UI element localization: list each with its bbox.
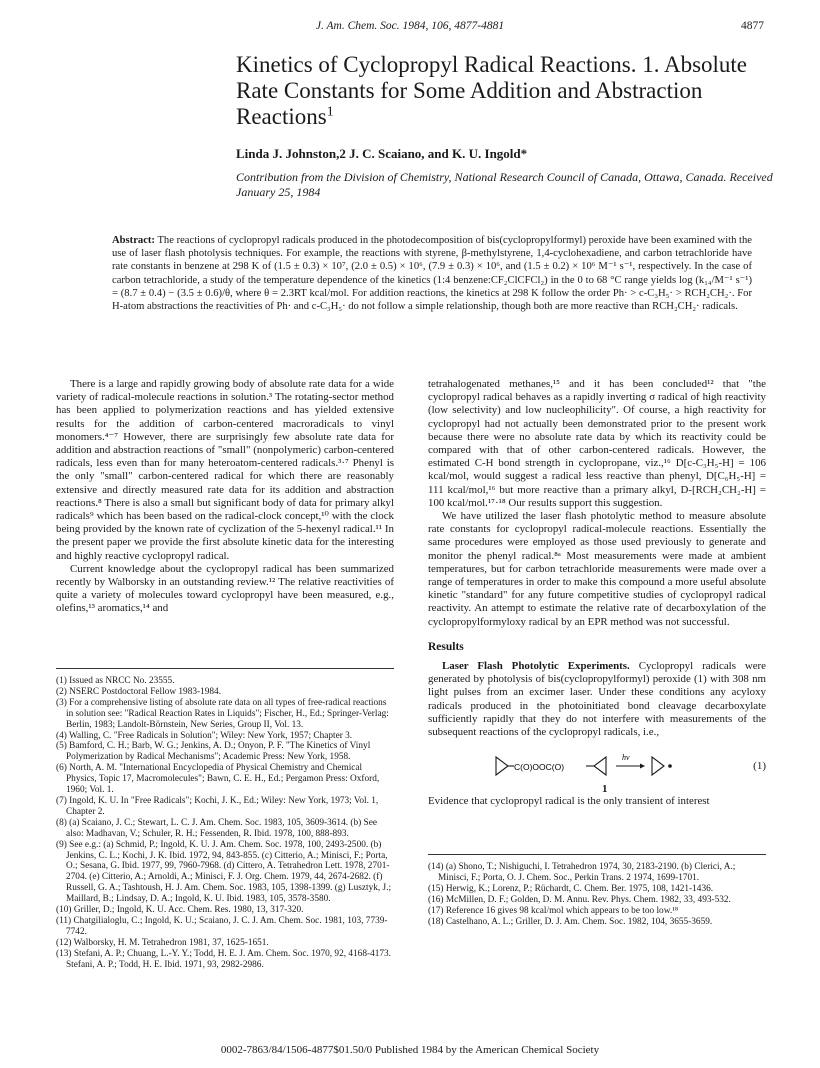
compound-number: 1 [602, 783, 608, 796]
footnote: (2) NSERC Postdoctoral Fellow 1983-1984. [56, 686, 222, 697]
article-title [236, 52, 756, 130]
footnote: (1) Issued as NRCC No. 23555. [56, 676, 175, 686]
equation-number: (1) [753, 760, 766, 773]
page-number: 4877 [741, 20, 764, 32]
footnote: (4) Walling, C. "Free Radicals in Solution"; Wiley: New York, 1957; Chapter 3. [56, 730, 353, 741]
footnotes-left [56, 676, 394, 970]
footnote: (15) Herwig, K.; Lorenz, P.; Rüchardt, C. Chem. Ber. 1975, 108, 1421-1436. [428, 883, 714, 894]
footnotes-right [428, 862, 766, 927]
body-paragraph [428, 660, 766, 739]
radical-dot-icon [668, 764, 672, 768]
footnote: (9) See e.g.: (a) Schmid, P.; Ingold, K. U. J. Am. Chem. Soc. 1978, 100, 2493-2500. (b) Jenkins, C. L.; Kochi, J. K. Ibid. 1972, 94, 843-855. (c) Citterio, A.; Minisci, F.; Porta, O.; Sesana, G. Ibid. 1977, 99, 7960-7968. (d) Cittero, A. Tetrahedron Lett. 1978, 2701-2704. (e) Citterio, A.; Arnoldi, A.; Minisci, F. J. Org. Chem. 1979, 44, 2674-2682. (f) Russell, G. A.; Tashtoush, H. J. Am. Chem. Soc. 1983, 105, 1398-1399. (g) Lusztyk, J.; Maillard, B.; Lindsay, D. A.; Ingold, K. U. Ibid. 1983, 105, 3578-3580. [56, 839, 392, 905]
footnote-divider [428, 854, 766, 855]
reaction-scheme [428, 747, 766, 795]
reaction-equation-graphic [494, 751, 694, 781]
footnote: (17) Reference 16 gives 98 kcal/mol which appears to be too low.¹⁸ [428, 905, 679, 916]
photolysis-label: hν [622, 753, 630, 763]
footnote: (14) (a) Shono, T.; Nishiguchi, I. Tetrahedron 1974, 30, 2183-2190. (b) Clerici, A.; Minisci, F.; Porta, O. J. Chem. Soc., Perkin Trans. 2 1974, 1699-1701. [428, 862, 736, 883]
footnote: (8) (a) Scaiano, J. C.; Stewart, L. C. J. Am. Chem. Soc. 1983, 105, 3609-3614. (b) See also: Madhavan, V.; Schuler, R. H.; Fessenden, R. Ibid. 1978, 100, 888-893. [56, 817, 377, 839]
left-column [56, 378, 394, 616]
footnote: (5) Bamford, C. H.; Barb, W. G.; Jenkins, A. D.; Onyon, P. F. "The Kinetics of Vinyl Polymerization by Radical Mechanisms"; Academic Press: New York, 1958. [56, 741, 371, 763]
footnote: (12) Walborsky, H. M. Tetrahedron 1981, 37, 1625-1651. [56, 937, 269, 948]
footnote: (7) Ingold, K. U. In "Free Radicals"; Kochi, J. K., Ed.; Wiley: New York, 1973; Vol. 1, Chapter 2. [56, 795, 379, 817]
footnote: (18) Castelhano, A. L.; Griller, D. J. Am. Chem. Soc. 1982, 104, 3655-3659. [428, 916, 713, 927]
article-title-text: Kinetics of Cyclopropyl Radical Reactions. 1. Absolute Rate Constants for Some Addition and Abstraction Reactions [236, 52, 748, 129]
abstract-text: The reactions of cyclopropyl radicals produced in the photodecomposition of bis(cyclopropylformyl) peroxide have been examined with the use of laser flash photolysis techniques. For example, the reactions with styrene, β-methylstyrene, 1,4-cyclohexadiene, and carbon tetrachloride have rate constants in benzene at 298 K of (1.5 ± 0.3) × 10⁷, (2.0 ± 0.5) × 10⁶, (7.9 ± 0.3) × 10⁶, and (1.5 ± 0.2) × 10⁶ M⁻¹ s⁻¹, respectively. In the case of carbon tetrachloride, a study of the temperature dependence of the kinetics (1:4 benzene:CF₂ClCFCl₂) in the 0 to 68 °C range yields log (k₁₄/M⁻¹ s⁻¹) = (8.7 ± 0.4) − (3.5 ± 0.6)/θ, where θ = 2.3RT kcal/mol. For addition reactions, the kinetics at 298 K follow the order Ph· > c-C₃H₅· > RCH₂CH₂·. For H-atom abstractions the reactivities of Ph· and c-C₃H₅· do not follow a simple relationship, though both are more reactive than RCH₂CH₂· radicals. [112, 235, 752, 313]
journal-citation: J. Am. Chem. Soc. 1984, 106, 4877-4881 [315, 20, 505, 32]
running-head [0, 20, 820, 36]
cyclopropyl-radical-icon [652, 757, 664, 775]
footnote: (10) Griller, D.; Ingold, K. U. Acc. Chem. Res. 1980, 13, 317-320. [56, 905, 304, 916]
right-column [428, 378, 766, 808]
body-paragraph: We have utilized the laser flash photolytic method to measure absolute rate constants for cyclopropyl radical-molecule reactions. Essentially the same procedures were employed as those used previously to generate and monitor the phenyl radical.⁸ᵃ Most measurements were made at ambient temperatures, but for carbon tetrachloride measurements were made over a range of temperatures in order to make this compound a more useful absolute kinetic "standard" for any future competitive studies of cyclopropyl radical reactivity. An attempt to estimate the relative rate of decarboxylation of the cyclopropylformyloxy radical by an EPR method was not successful. [428, 510, 766, 628]
body-paragraph: tetrahalogenated methanes,¹⁵ and it has been concluded¹² that "the cyclopropyl radical behaves as a rapidly inverting σ radical of high reactivity (low selectivity) and low nucleophilicity". Of course, a high reactivity for cyclopropyl had not actually been demonstrated prior to the present work because there were no absolute rate data by which its reactivity could be compared with that of other carbon-centered radicals. However, the estimated C-H bond strength in cyclopropane, viz.,¹⁶ D[c-C₃H₅-H] = 106 kcal/mol, would suggest a radical less reactive than phenyl, D[C₆H₅-H] = 111 kcal/mol,¹⁶ but more reactive than a primary alkyl, D-[RCH₂CH₂-H] = 100 kcal/mol.¹⁷·¹⁸ Our results support this suggestion. [428, 378, 766, 509]
peroxide-label: C(O)OOC(O) [514, 762, 565, 773]
footnote: (11) Chatgilialoglu, C.; Ingold, K. U.; Scaiano, J. C. J. Am. Chem. Soc. 1981, 103, 7739-7742. [56, 915, 388, 937]
footnote-divider [56, 668, 394, 669]
footnote: (6) North, A. M. "International Encyclopedia of Physical Chemistry and Chemical Physics, Topic 17, Macromolecules"; Bawn, C. E. H., Ed.; Pergamon Press: Oxford, 1960; Vol. 1. [56, 763, 380, 796]
reaction-arrow-icon [640, 764, 645, 769]
section-heading-results: Results [428, 640, 464, 653]
body-paragraph: Evidence that cyclopropyl radical is the only transient of interest [428, 795, 710, 808]
cyclopropyl-ring-icon [594, 757, 606, 775]
run-in-text: Cyclopropyl radicals were generated by photolysis of bis(cyclopropylformyl) peroxide (1) with 308 nm light pulses from an excimer laser. Under these conditions any acyloxy radicals produced in the photoinitiated bond cleavage decarboxylate sufficiently rapidly that they do not interfere with measurements of the subsequent reactions of the cyclopropyl radicals, i.e., [428, 660, 766, 739]
affiliation: Contribution from the Division of Chemistry, National Research Council of Canada, Ottawa, Canada. Received January 25, 1984 [236, 170, 773, 199]
page-footer: 0002-7863/84/1506-4877$01.50/0 Published 1984 by the American Chemical Society [220, 1044, 600, 1056]
run-in-heading: Laser Flash Photolytic Experiments. [442, 660, 630, 673]
title-footnote-marker: 1 [326, 103, 334, 119]
footnote: (3) For a comprehensive listing of absolute rate data on all types of free-radical reactions in solution see: "Radical Reaction Rates in Liquids"; Fischer, H., Ed.; Springer-Verlag: Berlin, 1983; Landolt-Börnstein, New Series, Group II, Vol. 13. [56, 697, 389, 730]
footnote: (13) Stefani, A. P.; Chuang, L.-Y. Y.; Todd, H. E. J. Am. Chem. Soc. 1970, 92, 4168-4173. Stefani, A. P.; Todd, H. E. Ibid. 1971, 93, 2982-2986. [56, 948, 391, 970]
body-paragraph: Current knowledge about the cyclopropyl radical has been summarized recently by Walborsky in an outstanding review.¹² The relative reactivities of quite a variety of molecules toward cyclopropyl have been measured, e.g., olefins,¹³ aromatics,¹⁴ and [56, 562, 394, 615]
abstract [112, 234, 752, 313]
body-paragraph: There is a large and rapidly growing body of absolute rate data for a wide variety of radical-molecule reactions in solution.³ The rotating-sector method has been applied to polymerization reactions and has yielded extensive results for the addition of carbon-centered macroradicals to vinyl monomers.⁴⁻⁷ However, there are surprisingly few absolute rate data for addition and abstraction reactions of "small" (nonpolymeric) carbon-centered radicals, less even than for many heteroatom-centered radicals.³·⁷ Phenyl is the only "small" carbon-centered radical for which there are reasonably extensive and directly measured rate data for its addition and abstraction reactions.⁸ There is also a small but significant body of data for primary alkyl radicals⁹ which has been based on the radical-clock concept,¹⁰ with the clock being provided by the known rate of cyclization of the 5-hexenyl radical.¹¹ In the present paper we provide the first absolute kinetic data for the interesting and highly reactive cyclopropyl radical. [56, 378, 394, 562]
author-list: Linda J. Johnston,2 J. C. Scaiano, and K. U. Ingold* [236, 146, 528, 161]
cyclopropyl-ring-icon [496, 757, 508, 775]
footnote: (16) McMillen, D. F.; Golden, D. M. Annu. Rev. Phys. Chem. 1982, 33, 493-532. [428, 894, 731, 905]
abstract-label: Abstract: [112, 235, 155, 246]
